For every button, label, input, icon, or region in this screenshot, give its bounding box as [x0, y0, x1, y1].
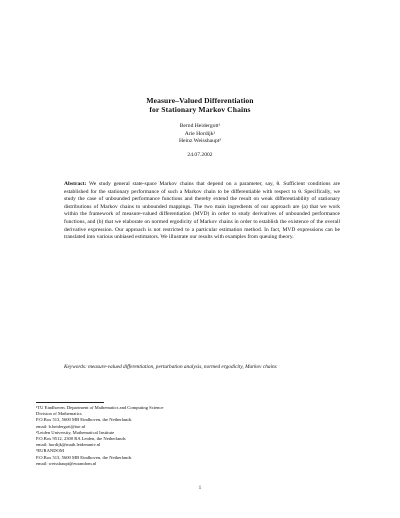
author-name: Bernd Heidergott¹	[179, 123, 221, 129]
abstract	[64, 181, 340, 242]
footnote-line: P.O.Box 513, 5600 MB Eindhoven, the Netherlands	[36, 454, 132, 460]
footnote-line: email: b.heidergott@tue.nl	[36, 423, 86, 429]
paper-date: 24.07.2002	[187, 151, 213, 158]
author-name: Heinz Weisshaupt³	[179, 138, 221, 145]
footnote-line: email: hordijk@math.leidenuniv.nl	[36, 442, 101, 448]
footnote-line: P.O.Box 9512, 2300 RA Leiden, the Netherlands	[36, 436, 126, 442]
footnote-line: ³EURANDOM	[36, 448, 64, 454]
keywords-label: Keywords:	[64, 364, 87, 370]
author-list	[60, 123, 340, 146]
keywords-text: measure-valued differentiation, perturbation analysis, normed ergodicity, Markov chains	[88, 364, 277, 370]
abstract-text: We study general state-space Markov chains that depend on a parameter, say, θ. Sufficient conditions are established for the stationary performance of such a Markov chain to be differentiable with respect to θ. Specifically, we study the case of unbounded performance functions and thereby extend the result on weak differentiability of stationary distributions of Markov chains to unbounded mappings. The two main ingredients of our approach are (a) that we work within the framework of measure-valued differentiation (MVD) in order to study derivatives of unbounded performance functions, and (b) that we elaborate on normed ergodicity of Markov chains in order to establish the existence of the overall derivative expression. Our approach is not restricted to a particular estimation method. In fact, MVD expressions can be translated into various unbiased estimators. We illustrate our results with examples from queuing theory.	[64, 181, 341, 241]
footnote-line: ²Leiden University, Mathematical Institute	[36, 429, 115, 435]
footnote-line: ¹TU Eindhoven, Department of Mathematics and Computing Science	[36, 405, 164, 410]
keywords	[64, 364, 354, 371]
abstract-label: Abstract:	[64, 181, 87, 187]
footnotes	[36, 405, 336, 467]
footnote-divider	[36, 402, 104, 403]
footnote-line: P.O.Box 513, 5600 MB Eindhoven, the Netherlands	[36, 417, 132, 423]
footnote-line: Division of Mathematics	[36, 411, 82, 417]
author-name: Arie Hordijk²	[184, 130, 216, 137]
page-number: 1	[198, 486, 202, 491]
footnote-line: email: weisshaupt@eurandom.nl	[36, 460, 97, 466]
paper-title-line-2: for Stationary Markov Chains	[149, 105, 251, 114]
title-block	[60, 96, 340, 159]
paper-title-line-1: Measure–Valued Differentiation	[146, 96, 254, 105]
